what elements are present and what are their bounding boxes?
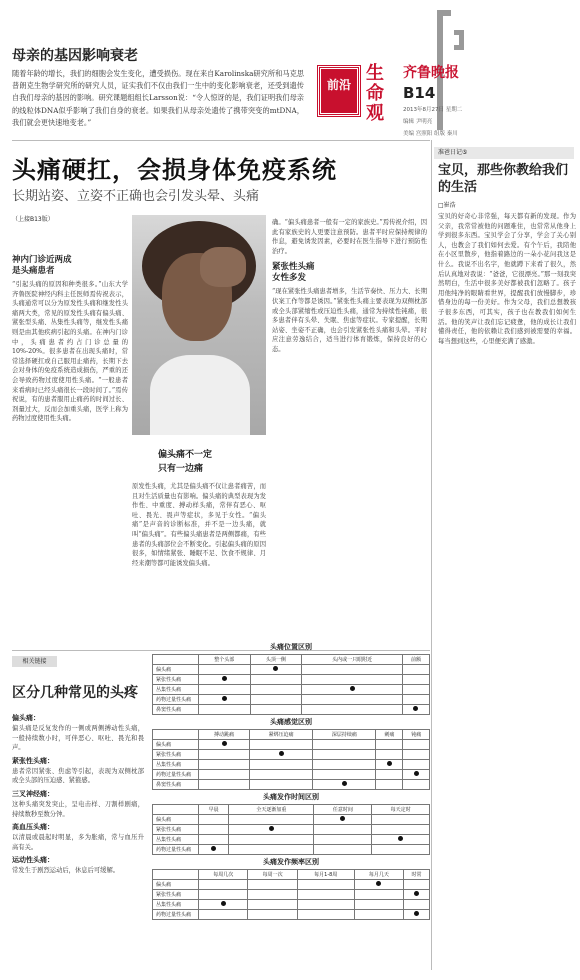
table-corner bbox=[153, 870, 199, 880]
type-heading: 偏头痛： bbox=[12, 714, 40, 722]
comparison-table bbox=[152, 654, 430, 715]
type-heading: 三叉神经痛： bbox=[12, 789, 54, 798]
table-caption: 头痛感觉区别 bbox=[270, 718, 312, 726]
table-row bbox=[153, 760, 430, 770]
row-label: 药物过量性头痛 bbox=[153, 770, 199, 780]
table-cell bbox=[199, 770, 250, 780]
table-corner bbox=[153, 655, 199, 665]
table-cell bbox=[313, 770, 376, 780]
table-header-row bbox=[153, 805, 430, 815]
type-heading: 高血压头痛： bbox=[12, 823, 54, 832]
article-column-3: 原发性头痛，尤其是偏头痛不仅让患者痛苦，而且对生活质量也有影响。偏头痛的典型表现为发作性、中重度、搏动样头痛，常伴有恶心、呕吐、畏光、畏声等症状，多见于女性。“偏头痛”是声音的诊断标准，并不是一边头痛，就叫“偏头痛”。有些偏头痛患者是两侧都痛，有些患者的头痛部位会不断变化。引起偏头痛的原因很多，如情绪紧张、睡眠不足、饮食不规律、月经来潮等都可能诱发偏头痛。 bbox=[132, 483, 266, 567]
table-row bbox=[153, 740, 430, 750]
table-caption: 头痛发作频率区别 bbox=[263, 858, 319, 866]
table-cell bbox=[402, 705, 429, 715]
subhead: 是头痛患者 bbox=[12, 266, 55, 276]
row-label: 偏头痛 bbox=[153, 665, 199, 675]
table-cell bbox=[199, 780, 250, 790]
byline: □崔浩 bbox=[438, 202, 456, 209]
table-cell bbox=[199, 825, 229, 835]
table-cell bbox=[199, 760, 250, 770]
table-cell bbox=[354, 900, 403, 910]
type-description: 这种头痛突发突止，呈电击样、刀割样剧痛，持续数秒至数分钟。 bbox=[12, 800, 144, 818]
table-row bbox=[153, 845, 430, 855]
row-label: 紧张性头痛 bbox=[153, 825, 199, 835]
table-row bbox=[153, 705, 430, 715]
table-row bbox=[153, 910, 430, 920]
table-header-row bbox=[153, 655, 430, 665]
row-label: 丛集性头痛 bbox=[153, 835, 199, 845]
table-cell bbox=[314, 815, 372, 825]
table-cell bbox=[403, 760, 430, 770]
type-description: 患者常因紧张、焦虑等引起，表现为双侧枕部或全头部的压迫感、紧箍感。 bbox=[12, 767, 144, 785]
table-cell bbox=[199, 910, 248, 920]
table-cell bbox=[314, 845, 372, 855]
table-cell bbox=[402, 685, 429, 695]
table-row bbox=[153, 665, 430, 675]
table-caption: 头痛发作时间区别 bbox=[263, 793, 319, 801]
table-cell bbox=[314, 835, 372, 845]
dot-mark bbox=[211, 846, 216, 851]
column-header: 搏动跳痛 bbox=[199, 730, 250, 740]
table-cell bbox=[199, 750, 250, 760]
table-cell bbox=[199, 705, 251, 715]
dot-mark bbox=[414, 771, 419, 776]
right-article-text: 宝贝的好奇心非常强，每天都有新的发现。作为父亲，我常常被他的问题难住，也常常从他身上学到很多东西。宝贝学会了分享，学会了关心别人，也教会了我们如何去爱。有个午后，我陪他在小区里散步，他指着路边的一朵小花问我这是什么。我说不出名字，他就蹲下来看了很久，然后认真地对我说：“爸爸，它很漂亮。”那一刻我突然明白，生活中很多美好都被我们忽略了。孩子用他纯净的眼睛看世界，提醒我们放慢脚步，珍惜身边的每一份美好。作为父母，我们总想教孩子很多东西，可其实，孩子也在教我们如何生活。他的笑声让我们忘记疲惫，他的成长让我们懂得责任，他的依赖让我们感到被需要的幸福。每当想到这些，心里便充满了感激。 bbox=[438, 213, 576, 345]
dot-mark bbox=[269, 826, 274, 831]
table-cell bbox=[313, 740, 376, 750]
dot-mark bbox=[376, 881, 381, 886]
subhead: 紧张性头痛 bbox=[272, 262, 315, 273]
row-label: 偏头痛 bbox=[153, 740, 199, 750]
box-title: 区分几种常见的头疼 bbox=[12, 685, 138, 701]
row-label: 鼻窦性头痛 bbox=[153, 705, 199, 715]
table-cell bbox=[229, 825, 314, 835]
table-cell bbox=[402, 695, 429, 705]
table-cell bbox=[404, 890, 430, 900]
dot-mark bbox=[279, 751, 284, 756]
column-header: 钝痛 bbox=[403, 730, 430, 740]
row-label: 丛集性头痛 bbox=[153, 685, 199, 695]
table-cell bbox=[372, 835, 430, 845]
section-badge: 前沿 bbox=[318, 66, 360, 116]
table-cell bbox=[199, 835, 229, 845]
dot-mark bbox=[387, 761, 392, 766]
table-cell bbox=[372, 845, 430, 855]
table-cell bbox=[250, 760, 313, 770]
type-heading: 运动性头痛： bbox=[12, 856, 54, 865]
table-cell bbox=[250, 750, 313, 760]
table-cell bbox=[199, 815, 229, 825]
dot-mark bbox=[414, 911, 419, 916]
table-cell bbox=[313, 780, 376, 790]
article-column-4 bbox=[272, 218, 427, 355]
table-cell bbox=[376, 760, 403, 770]
column-header: 每月几天 bbox=[354, 870, 403, 880]
subhead: 女性多发 bbox=[272, 273, 307, 284]
table-row bbox=[153, 880, 430, 890]
table-cell bbox=[354, 910, 403, 920]
table-cell bbox=[199, 890, 248, 900]
row-label: 偏头痛 bbox=[153, 815, 199, 825]
table-cell bbox=[199, 675, 251, 685]
column-header: 每月1-8周 bbox=[297, 870, 354, 880]
table-row bbox=[153, 825, 430, 835]
dot-mark bbox=[398, 836, 403, 841]
table-row bbox=[153, 900, 430, 910]
table-row bbox=[153, 770, 430, 780]
type-heading: 紧张性头痛： bbox=[12, 756, 54, 765]
comparison-table bbox=[152, 729, 430, 790]
comparison-tables bbox=[152, 640, 430, 920]
table-cell bbox=[297, 910, 354, 920]
table-cell bbox=[302, 695, 403, 705]
table-cell bbox=[297, 880, 354, 890]
related-label: 相关链接 bbox=[12, 656, 57, 667]
column-header: 早晨 bbox=[199, 805, 229, 815]
table-cell bbox=[199, 880, 248, 890]
date-line: 2013年8月27日 星期二 bbox=[403, 107, 463, 113]
column-header: 深层持续痛 bbox=[313, 730, 376, 740]
article-column-1 bbox=[12, 255, 128, 424]
table-cell bbox=[376, 770, 403, 780]
dot-mark bbox=[222, 741, 227, 746]
table-cell bbox=[403, 780, 430, 790]
table-cell bbox=[302, 705, 403, 715]
table-cell bbox=[250, 780, 313, 790]
table-cell bbox=[403, 740, 430, 750]
table-cell bbox=[376, 740, 403, 750]
table-cell bbox=[313, 750, 376, 760]
table-row bbox=[153, 815, 430, 825]
table-header-row bbox=[153, 870, 430, 880]
table-caption: 头痛位置区别 bbox=[270, 643, 312, 651]
row-label: 药物过量性头痛 bbox=[153, 910, 199, 920]
comparison-table bbox=[152, 804, 430, 855]
table-cell bbox=[199, 900, 248, 910]
table-cell bbox=[199, 695, 251, 705]
column-header: 任意时间 bbox=[314, 805, 372, 815]
column-header: 头顶一侧 bbox=[250, 655, 302, 665]
photo-caption bbox=[158, 448, 212, 476]
masthead bbox=[403, 62, 573, 138]
column-header: 头内或一只眼附近 bbox=[302, 655, 403, 665]
column-header: 每周几次 bbox=[199, 870, 248, 880]
table-cell bbox=[404, 900, 430, 910]
table-cell bbox=[376, 780, 403, 790]
table-cell bbox=[229, 815, 314, 825]
type-description: 偏头痛是反复发作的一侧或两侧搏动性头痛，一般持续数小时，可伴恶心、呕吐、畏光和畏声。 bbox=[12, 725, 144, 752]
table-row bbox=[153, 780, 430, 790]
table-cell bbox=[302, 675, 403, 685]
decor-hook bbox=[454, 30, 464, 50]
table-row bbox=[153, 675, 430, 685]
table-cell bbox=[402, 675, 429, 685]
table-cell bbox=[248, 910, 297, 920]
divider bbox=[12, 140, 430, 141]
table-cell bbox=[229, 835, 314, 845]
table-cell bbox=[250, 675, 302, 685]
table-cell bbox=[404, 910, 430, 920]
type-description: 常发生于剧烈运动后，休息后可缓解。 bbox=[12, 867, 120, 875]
comparison-table bbox=[152, 869, 430, 920]
column-header: 全天逐渐加重 bbox=[229, 805, 314, 815]
table-cell bbox=[302, 665, 403, 675]
intro-paragraph: 随着年龄的增长，我们的细胞会发生变化，遭受损伤。现在来自Karolinska研究所和马克思普朗克生物学研究所的研究人员，证实我们不仅由我们一生中的变化影响衰老，还受到遗传自我们母亲的基因的影响。研究课题组组长Larsson说：“令人惊讶的是，我们证明我们母亲的线粒体DNA似乎影响了我们自身的衰老。如果我们从母亲处遗传了携带突变的mtDNA，我们就会更快速地变老。” bbox=[12, 69, 304, 127]
table-cell bbox=[403, 770, 430, 780]
table-cell bbox=[250, 705, 302, 715]
column-header: 前额 bbox=[402, 655, 429, 665]
section-name: 生命观 bbox=[366, 63, 384, 124]
row-label: 紧张性头痛 bbox=[153, 750, 199, 760]
page-number: B14 bbox=[403, 84, 436, 102]
table-cell bbox=[404, 880, 430, 890]
table-cell bbox=[314, 825, 372, 835]
article-text: 确。“偏头痛患者一般有一定的家族史。”焉传祝介绍，因此有家族史的人更要注意预防。患者平时应保持规律的作息，避免诱发因素，必要时在医生指导下进行预防性治疗。 bbox=[272, 219, 427, 255]
caption-line: 偏头痛不一定 bbox=[158, 450, 213, 460]
source-note: （上接B13版） bbox=[12, 216, 54, 223]
column-header: 刺痛 bbox=[376, 730, 403, 740]
table-cell bbox=[199, 665, 251, 675]
subhead: 神内门诊近两成 bbox=[12, 255, 72, 265]
row-label: 紧张性头痛 bbox=[153, 890, 199, 900]
caption-line: 只有一边痛 bbox=[158, 464, 204, 474]
table-cell bbox=[372, 825, 430, 835]
table-cell bbox=[297, 900, 354, 910]
article-text: “现在紧张性头痛患者增多，生活节奏快、压力大、长期伏案工作等都是诱因。”紧张性头痛主要表现为双侧枕部或全头部紧缩性或压迫性头痛，通常为持续性钝痛，很多患者伴有头晕、失眠、焦虑等症状。专家提醒，长期站姿、坐姿不正确，也会引发紧张性头痛和头晕。平时应注意劳逸结合，适当进行体育锻炼，保持良好的心态。 bbox=[272, 288, 427, 353]
table-cell bbox=[248, 890, 297, 900]
dot-mark bbox=[340, 816, 345, 821]
row-label: 紧张性头痛 bbox=[153, 675, 199, 685]
dot-mark bbox=[414, 891, 419, 896]
table-cell bbox=[248, 880, 297, 890]
dot-mark bbox=[273, 666, 278, 671]
row-label: 鼻窦性头痛 bbox=[153, 780, 199, 790]
table-cell bbox=[250, 770, 313, 780]
table-cell bbox=[403, 750, 430, 760]
table-header-row bbox=[153, 730, 430, 740]
table-cell bbox=[199, 740, 250, 750]
table-cell bbox=[402, 665, 429, 675]
row-label: 偏头痛 bbox=[153, 880, 199, 890]
main-subtitle: 长期站姿、立姿不正确也会引发头晕、头痛 bbox=[12, 189, 260, 204]
row-label: 丛集性头痛 bbox=[153, 760, 199, 770]
article-text: “引起头痛的原因和种类很多。”山东大学齐鲁医院神经内科主任医师焉传祝表示，头痛通常可以分为原发性头痛和继发性头痛两大类，常见的原发性头痛有偏头痛、紧张型头痛、丛集性头痛等，继发性头痛则是由其他疾病引起的头痛。在神内门诊中，头痛患者约占门诊总量的10%-20%。很多患者在出现头痛时，常常选择硬扛或自己服用止痛药，长期下去会对身体的免疫系统造成损伤，严重的还会导致药物过度使用性头痛。“一般患者来看病时已经头痛很长一段时间了。”焉传祝说，有的患者服用止痛药的时间过长、剂量过大，反而会加重头痛，医学上称为药物过度使用性头痛。 bbox=[12, 281, 128, 423]
row-label: 药物过量性头痛 bbox=[153, 845, 199, 855]
table-cell bbox=[297, 890, 354, 900]
table-cell bbox=[250, 665, 302, 675]
table-row bbox=[153, 695, 430, 705]
row-label: 药物过量性头痛 bbox=[153, 695, 199, 705]
editor-line: 编辑 尹明亮 bbox=[403, 119, 433, 125]
right-title: 宝贝，那些你教给我们的生活 bbox=[438, 163, 569, 195]
dot-mark bbox=[413, 706, 418, 711]
table-row bbox=[153, 750, 430, 760]
column-header: 整个头部 bbox=[199, 655, 251, 665]
table-cell bbox=[313, 760, 376, 770]
dot-mark bbox=[342, 781, 347, 786]
table-cell bbox=[250, 740, 313, 750]
top-headline: 母亲的基因影响衰老 bbox=[12, 48, 138, 64]
dot-mark bbox=[350, 686, 355, 691]
column-header: 紧绑压迫痛 bbox=[250, 730, 313, 740]
table-cell bbox=[354, 880, 403, 890]
table-cell bbox=[199, 845, 229, 855]
table-corner bbox=[153, 730, 199, 740]
table-cell bbox=[372, 815, 430, 825]
dot-mark bbox=[222, 696, 227, 701]
design-line: 美编 宫照阳 组版 秦川 bbox=[403, 131, 458, 137]
table-cell bbox=[199, 685, 251, 695]
row-label: 丛集性头痛 bbox=[153, 900, 199, 910]
type-description: 以清晨或晨起时明显，多为胀痛，常与血压升高有关。 bbox=[12, 834, 144, 851]
table-cell bbox=[302, 685, 403, 695]
table-corner bbox=[153, 805, 199, 815]
table-row bbox=[153, 835, 430, 845]
table-cell bbox=[250, 695, 302, 705]
dot-mark bbox=[222, 676, 227, 681]
table-cell bbox=[354, 890, 403, 900]
column-header: 时常 bbox=[404, 870, 430, 880]
table-row bbox=[153, 685, 430, 695]
table-cell bbox=[250, 685, 302, 695]
dot-mark bbox=[221, 901, 226, 906]
table-cell bbox=[248, 900, 297, 910]
column-header: 每周一次 bbox=[248, 870, 297, 880]
headache-types-list bbox=[12, 710, 144, 876]
brand-logo: 齐鲁晚报 bbox=[403, 65, 459, 81]
table-cell bbox=[376, 750, 403, 760]
column-label: 准爸日记⑤ bbox=[434, 147, 574, 159]
headache-photo bbox=[132, 215, 266, 435]
table-cell bbox=[229, 845, 314, 855]
column-header: 每天定时 bbox=[372, 805, 430, 815]
main-title: 头痛硬扛，会损身体免疫系统 bbox=[12, 155, 337, 184]
table-row bbox=[153, 890, 430, 900]
column-divider bbox=[431, 140, 432, 970]
